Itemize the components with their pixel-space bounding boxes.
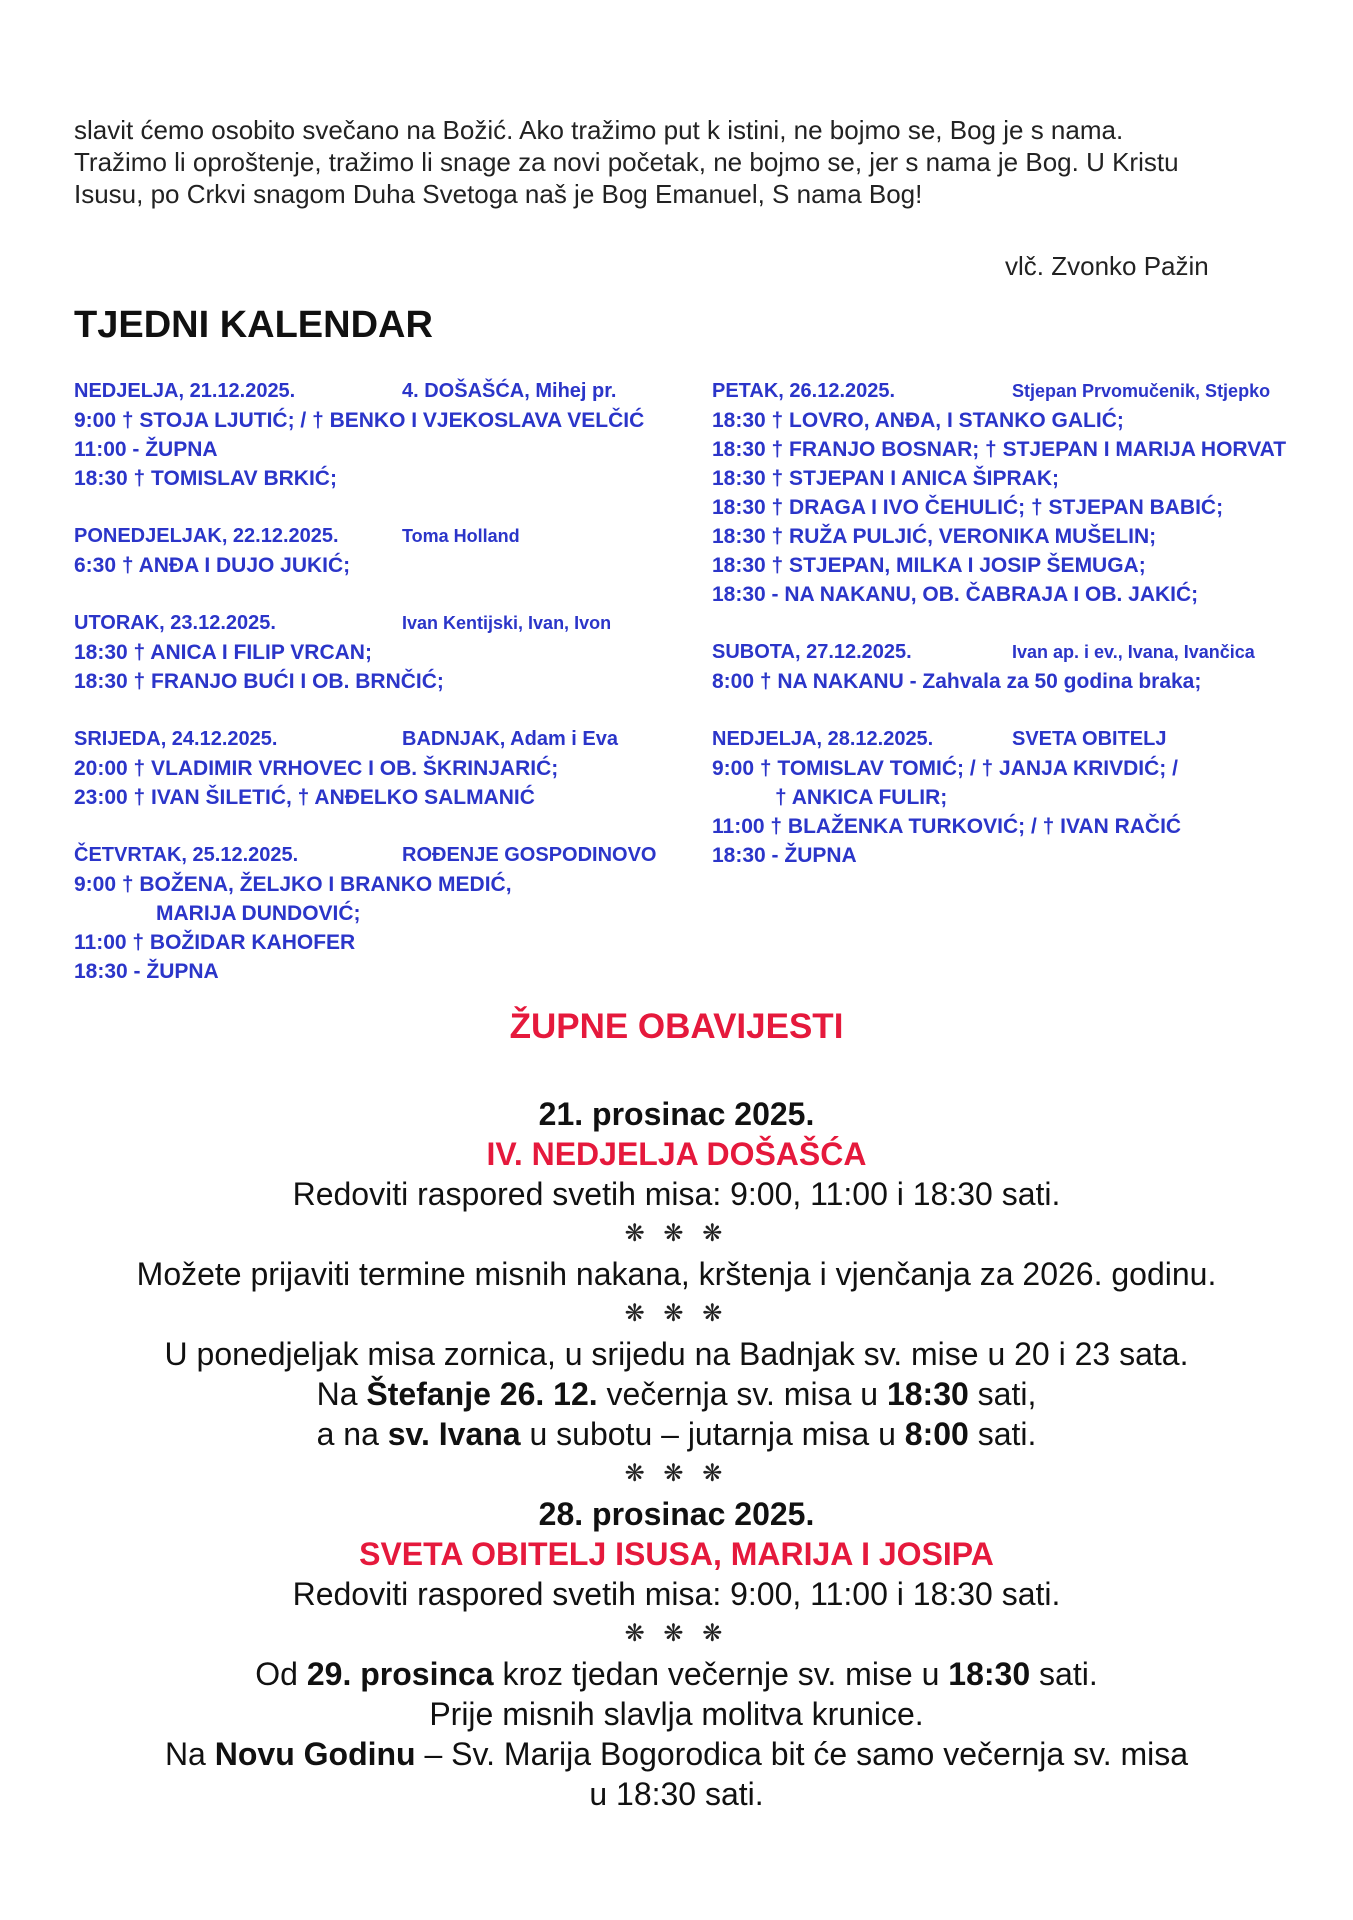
mass-entry: † ANKICA FULIR; xyxy=(775,786,948,809)
day-date: SUBOTA, 27.12.2025. xyxy=(712,641,912,663)
notice-text: Prije misnih slavlja molitva krunice. xyxy=(429,1696,924,1732)
mass-entry: 11:00 - ŽUPNA xyxy=(74,438,218,461)
mass-entry: 9:00 † TOMISLAV TOMIĆ; / † JANJA KRIVDIĆ; / xyxy=(712,757,1178,780)
parish-notices xyxy=(0,1005,1353,1814)
calendar-day xyxy=(74,609,694,696)
calendar-day xyxy=(74,725,694,812)
calendar-title: TJEDNI KALENDAR xyxy=(74,304,433,346)
day-date: PONEDJELJAK, 22.12.2025. xyxy=(74,525,339,547)
day-date: UTORAK, 23.12.2025. xyxy=(74,612,276,634)
day-header xyxy=(74,725,694,754)
calendar-right-column xyxy=(712,377,1342,899)
day-header xyxy=(712,638,1342,667)
mass-entry: 18:30 † RUŽA PULJIĆ, VERONIKA MUŠELIN; xyxy=(712,525,1157,548)
notice-text: Redoviti raspored svetih misa: 9:00, 11:00 i 18:30 sati. xyxy=(292,1176,1061,1212)
day-feast: SVETA OBITELJ xyxy=(1012,728,1167,750)
calendar-day xyxy=(74,377,694,493)
notice-text: Možete prijaviti termine misnih nakana, krštenja i vjenčanja za 2026. godinu. xyxy=(136,1256,1217,1292)
mass-entry: 18:30 - NA NAKANU, OB. ČABRAJA I OB. JAKIĆ; xyxy=(712,583,1199,606)
notice-sunday-title: IV. NEDJELJA DOŠAŠĆA xyxy=(486,1136,867,1172)
day-date: PETAK, 26.12.2025. xyxy=(712,380,896,402)
day-feast: ROĐENJE GOSPODINOVO xyxy=(402,844,657,866)
day-header xyxy=(712,377,1342,406)
notice-text: a na sv. Ivana u subotu – jutarnja misa u 8:00 sati. xyxy=(316,1416,1037,1452)
mass-entry: 11:00 † BOŽIDAR KAHOFER xyxy=(74,931,356,954)
mass-entry: 18:30 † STJEPAN I ANICA ŠIPRAK; xyxy=(712,467,1059,490)
day-feast: BADNJAK, Adam i Eva xyxy=(402,728,618,750)
intro-paragraph xyxy=(74,114,1274,210)
separator-stars: ❋ ❋ ❋ xyxy=(624,1220,729,1247)
mass-entry: 18:30 † DRAGA I IVO ČEHULIĆ; † STJEPAN BABIĆ; xyxy=(712,496,1224,519)
notice-text: Od 29. prosinca kroz tjedan večernje sv. mise u 18:30 sati. xyxy=(255,1656,1098,1692)
mass-entry: 9:00 † BOŽENA, ŽELJKO I BRANKO MEDIĆ, xyxy=(74,873,512,896)
signature: vlč. Zvonko Pažin xyxy=(1005,251,1209,281)
day-date: NEDJELJA, 21.12.2025. xyxy=(74,380,296,402)
notice-date: 28. prosinac 2025. xyxy=(538,1496,815,1532)
calendar-left-column xyxy=(74,377,694,1015)
calendar-day xyxy=(74,841,694,986)
day-feast: Ivan Kentijski, Ivan, Ivon xyxy=(402,613,612,633)
mass-entry: 20:00 † VLADIMIR VRHOVEC I OB. ŠKRINJARIĆ; xyxy=(74,757,559,780)
calendar-day xyxy=(712,638,1342,696)
mass-entry: 8:00 † NA NAKANU - Zahvala za 50 godina braka; xyxy=(712,670,1202,693)
mass-entry: 18:30 - ŽUPNA xyxy=(74,960,219,983)
day-feast: 4. DOŠAŠĆA, Mihej pr. xyxy=(402,380,617,402)
separator-stars: ❋ ❋ ❋ xyxy=(624,1620,729,1647)
day-feast: Toma Holland xyxy=(402,526,520,546)
day-header xyxy=(74,841,694,870)
day-feast: Stjepan Prvomučenik, Stjepko xyxy=(1012,381,1271,401)
notice-date: 21. prosinac 2025. xyxy=(538,1096,815,1132)
day-date: SRIJEDA, 24.12.2025. xyxy=(74,728,278,750)
day-date: ČETVRTAK, 25.12.2025. xyxy=(74,844,299,866)
notice-text: u 18:30 sati. xyxy=(589,1776,764,1812)
mass-entry: 18:30 † STJEPAN, MILKA I JOSIP ŠEMUGA; xyxy=(712,554,1146,577)
mass-entry: 23:00 † IVAN ŠILETIĆ, † ANĐELKO SALMANIĆ xyxy=(74,786,535,809)
intro-line: slavit ćemo osobito svečano na Božić. Ako tražimo put k istini, ne bojmo se, Bog je s nama. xyxy=(74,115,1124,145)
intro-line: Tražimo li oproštenje, tražimo li snage za novi početak, ne bojmo se, jer s nama je Bog. U Kristu xyxy=(74,147,1179,177)
calendar-day xyxy=(712,725,1342,870)
notice-text: Na Štefanje 26. 12. večernja sv. misa u 18:30 sati, xyxy=(316,1376,1037,1412)
day-date: NEDJELJA, 28.12.2025. xyxy=(712,728,934,750)
mass-entry: 6:30 † ANĐA I DUJO JUKIĆ; xyxy=(74,554,351,577)
mass-entry: 18:30 † FRANJO BUĆI I OB. BRNČIĆ; xyxy=(74,670,444,693)
calendar-day xyxy=(712,377,1342,609)
mass-entry: MARIJA DUNDOVIĆ; xyxy=(156,902,361,925)
notices-title: ŽUPNE OBAVIJESTI xyxy=(509,1007,844,1046)
notice-text: Na Novu Godinu – Sv. Marija Bogorodica bit će samo večernja sv. misa xyxy=(164,1736,1189,1772)
separator-stars: ❋ ❋ ❋ xyxy=(624,1460,729,1487)
mass-entry: 18:30 - ŽUPNA xyxy=(712,844,857,867)
mass-entry: 9:00 † STOJA LJUTIĆ; / † BENKO I VJEKOSLAVA VELČIĆ xyxy=(74,409,645,432)
intro-line: Isusu, po Crkvi snagom Duha Svetoga naš je Bog Emanuel, S nama Bog! xyxy=(74,179,923,209)
notice-sunday-title: SVETA OBITELJ ISUSA, MARIJA I JOSIPA xyxy=(359,1536,994,1572)
notice-text: U ponedjeljak misa zornica, u srijedu na Badnjak sv. mise u 20 i 23 sata. xyxy=(164,1336,1189,1372)
separator-stars: ❋ ❋ ❋ xyxy=(624,1300,729,1327)
day-header xyxy=(74,522,694,551)
day-header xyxy=(712,725,1342,754)
day-feast: Ivan ap. i ev., Ivana, Ivančica xyxy=(1012,642,1255,662)
day-header xyxy=(74,609,694,638)
mass-entry: 18:30 † ANICA I FILIP VRCAN; xyxy=(74,641,372,664)
day-header xyxy=(74,377,694,406)
calendar-day xyxy=(74,522,694,580)
mass-entry: 18:30 † FRANJO BOSNAR; † STJEPAN I MARIJA HORVAT xyxy=(712,438,1287,461)
mass-entry: 18:30 † LOVRO, ANĐA, I STANKO GALIĆ; xyxy=(712,409,1124,432)
mass-entry: 18:30 † TOMISLAV BRKIĆ; xyxy=(74,467,337,490)
notice-text: Redoviti raspored svetih misa: 9:00, 11:00 i 18:30 sati. xyxy=(292,1576,1061,1612)
mass-entry: 11:00 † BLAŽENKA TURKOVIĆ; / † IVAN RAČIĆ xyxy=(712,815,1182,838)
